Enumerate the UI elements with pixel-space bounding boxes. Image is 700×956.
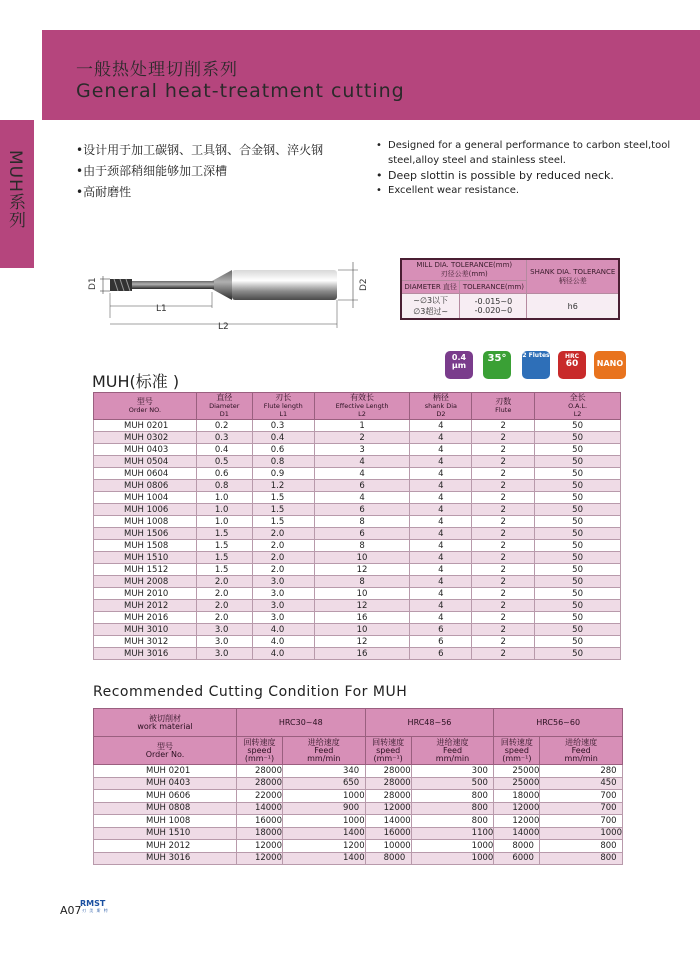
table-cell: 1000	[411, 840, 494, 853]
table-cell: 2.0	[196, 588, 252, 600]
table-cell: 450	[540, 777, 623, 790]
table-cell: 4	[410, 480, 472, 492]
table-cell: 6	[410, 636, 472, 648]
table-cell: 700	[540, 802, 623, 815]
table-cell: 3.0	[196, 624, 252, 636]
table-cell: MUH 1008	[94, 516, 197, 528]
table-cell: 2	[472, 516, 535, 528]
table-row	[94, 504, 621, 516]
table-cell: MUH 0806	[94, 480, 197, 492]
table-row	[94, 636, 621, 648]
table-cell: MUH 1006	[94, 504, 197, 516]
table-cell: 16000	[365, 827, 411, 840]
table-cell: 12	[314, 600, 410, 612]
mill-dia-header: MILL DIA. TOLERANCE(mm) 刃径公差(mm)	[401, 259, 527, 281]
table-cell: 1	[314, 420, 410, 432]
table-cell: 12	[314, 564, 410, 576]
feed-header: 进给速度 Feed mm/min	[411, 737, 494, 765]
table-cell: 2	[472, 540, 535, 552]
table-row	[94, 468, 621, 480]
table-cell: 50	[535, 624, 621, 636]
table-row	[94, 600, 621, 612]
table-cell: 12000	[494, 815, 540, 828]
table-cell: 50	[535, 648, 621, 660]
table-cell: MUH 0808	[94, 802, 237, 815]
table-cell: 3.0	[252, 588, 314, 600]
table-row	[94, 540, 621, 552]
table-row	[94, 765, 623, 778]
table-cell: 12	[314, 636, 410, 648]
table-cell: 50	[535, 516, 621, 528]
table-cell: 3.0	[196, 636, 252, 648]
page-title-cn: 一般热处理切削系列	[76, 60, 238, 80]
group-header: HRC56~60	[494, 709, 623, 737]
edge-radius-icon: 0.4 μm	[445, 351, 473, 379]
speed-header: 回转速度 speed (mm⁻¹)	[494, 737, 540, 765]
shank-shape	[232, 270, 337, 300]
helix-angle-icon: 35°	[483, 351, 511, 379]
table-cell: 10	[314, 624, 410, 636]
table-cell: 1.2	[252, 480, 314, 492]
tolerance-values: -0.015~0 -0.020~0	[460, 294, 527, 320]
table-cell: 16000	[236, 815, 282, 828]
table-cell: MUH 3016	[94, 852, 237, 865]
table-cell: MUH 1512	[94, 564, 197, 576]
table-cell: 4	[410, 552, 472, 564]
table-cell: 22000	[236, 790, 282, 803]
table-cell: MUH 1510	[94, 827, 237, 840]
feed-header: 进给速度 Feed mm/min	[540, 737, 623, 765]
table-cell: MUH 0302	[94, 432, 197, 444]
table-cell: MUH 3016	[94, 648, 197, 660]
table-cell: 4	[410, 516, 472, 528]
table-cell: 800	[411, 815, 494, 828]
table-cell: 2	[314, 432, 410, 444]
table-cell: 4	[410, 540, 472, 552]
table-cell: 50	[535, 552, 621, 564]
table-cell: MUH 3010	[94, 624, 197, 636]
l1-label: L1	[156, 304, 167, 314]
table-cell: 2.0	[252, 564, 314, 576]
table-cell: 50	[535, 540, 621, 552]
table-cell: 50	[535, 528, 621, 540]
table-cell: 50	[535, 420, 621, 432]
table-cell: 2.0	[252, 528, 314, 540]
table-cell: 28000	[365, 777, 411, 790]
table-cell: 3.0	[252, 612, 314, 624]
table-cell: 2	[472, 468, 535, 480]
table-cell: 4	[410, 432, 472, 444]
table-cell: 8	[314, 576, 410, 588]
group-header: HRC30~48	[236, 709, 365, 737]
table-row	[94, 444, 621, 456]
table-cell: 900	[282, 802, 365, 815]
page-title-en: General heat-treatment cutting	[76, 80, 405, 102]
col-flute-length: 刃长 Flute length L1	[252, 393, 314, 420]
table-cell: 8000	[494, 840, 540, 853]
table-cell: 16	[314, 648, 410, 660]
table-cell: 18000	[494, 790, 540, 803]
table-cell: 1.0	[196, 504, 252, 516]
table-cell: 4	[314, 492, 410, 504]
tolerance-header: TOLERANCE(mm)	[460, 281, 527, 294]
table-cell: 1000	[282, 815, 365, 828]
table-cell: MUH 2012	[94, 600, 197, 612]
table-cell: MUH 0604	[94, 468, 197, 480]
table-cell: 50	[535, 492, 621, 504]
speed-header: 回转速度 speed (mm⁻¹)	[236, 737, 282, 765]
table-cell: 2	[472, 564, 535, 576]
table-cell: 25000	[494, 765, 540, 778]
table-cell: 28000	[365, 790, 411, 803]
table-cell: 28000	[236, 765, 282, 778]
table-cell: 6	[314, 528, 410, 540]
brand-logo: RMST	[80, 899, 106, 908]
table-cell: 1000	[540, 827, 623, 840]
table-row	[94, 852, 623, 865]
table-cell: MUH 0403	[94, 444, 197, 456]
col-order-no: 型号 Order NO.	[94, 393, 197, 420]
table-cell: 50	[535, 456, 621, 468]
table-cell: MUH 2010	[94, 588, 197, 600]
table-cell: 50	[535, 612, 621, 624]
table-cell: 4	[314, 468, 410, 480]
table-cell: 1400	[282, 827, 365, 840]
table-cell: 3	[314, 444, 410, 456]
table-cell: 2	[472, 636, 535, 648]
table-cell: 50	[535, 480, 621, 492]
table-row	[94, 456, 621, 468]
table-cell: 6	[314, 504, 410, 516]
table-cell: 50	[535, 468, 621, 480]
table-cell: 4	[410, 504, 472, 516]
flutes-icon: 2 Flutes	[522, 351, 550, 379]
table-cell: 2	[472, 420, 535, 432]
table-cell: 4	[410, 576, 472, 588]
table-cell: 2.0	[196, 576, 252, 588]
table-row	[94, 552, 621, 564]
table-cell: 6	[410, 624, 472, 636]
table-row	[94, 588, 621, 600]
table-cell: 10	[314, 588, 410, 600]
table-cell: 300	[411, 765, 494, 778]
nano-coating-icon: NANO	[594, 351, 626, 379]
table-cell: 0.2	[196, 420, 252, 432]
table-cell: 800	[411, 790, 494, 803]
cutting-table	[93, 708, 623, 865]
table-row	[94, 777, 623, 790]
table-cell: 0.8	[196, 480, 252, 492]
taper-shape	[212, 270, 232, 300]
neck-shape	[130, 281, 214, 289]
spec-section-title: MUH(标准 )	[92, 372, 180, 391]
table-cell: 10	[314, 552, 410, 564]
table-cell: 1000	[411, 852, 494, 865]
shank-header: SHANK DIA. TOLERANCE 柄径公差	[527, 259, 619, 294]
table-cell: 1.5	[196, 564, 252, 576]
table-cell: 2	[472, 504, 535, 516]
table-row	[94, 492, 621, 504]
hrc-icon: HRC 60	[558, 351, 586, 379]
diameter-header: DIAMETER 直径	[401, 281, 460, 294]
end-mill-drawing	[80, 256, 380, 336]
d1-label: D1	[88, 277, 98, 290]
table-cell: 8000	[365, 852, 411, 865]
table-cell: 0.8	[252, 456, 314, 468]
table-cell: 12000	[494, 802, 540, 815]
table-cell: 2.0	[196, 612, 252, 624]
table-cell: 6	[410, 648, 472, 660]
table-row	[94, 815, 623, 828]
table-cell: 4	[410, 420, 472, 432]
model-header: 型号 Order No.	[94, 737, 237, 765]
table-cell: 2.0	[196, 600, 252, 612]
table-cell: 2	[472, 432, 535, 444]
d2-label: D2	[359, 278, 369, 291]
col-oal: 全长 O.A.L. L2	[535, 393, 621, 420]
table-cell: 1.0	[196, 516, 252, 528]
table-row	[94, 564, 621, 576]
table-cell: 14000	[494, 827, 540, 840]
shank-tolerance-value: h6	[527, 294, 619, 320]
col-shank-dia: 柄径 shank Dia D2	[410, 393, 472, 420]
page-number: A07	[60, 904, 82, 917]
table-cell: 2.0	[252, 552, 314, 564]
feature-cn-item: •设计用于加工碳钢、工具钢、合金钢、淬火钢	[76, 143, 324, 157]
col-diameter: 直径 Diameter D1	[196, 393, 252, 420]
table-cell: 4	[314, 456, 410, 468]
table-cell: 1.5	[252, 516, 314, 528]
col-effective-length: 有效长 Effective Length L2	[314, 393, 410, 420]
table-cell: 3.0	[252, 576, 314, 588]
table-cell: 50	[535, 432, 621, 444]
table-cell: 2	[472, 492, 535, 504]
table-cell: 2.0	[252, 540, 314, 552]
table-cell: MUH 3012	[94, 636, 197, 648]
table-row	[94, 840, 623, 853]
table-cell: 14000	[236, 802, 282, 815]
table-cell: 12000	[236, 852, 282, 865]
feature-en-item: • Excellent wear resistance.	[376, 183, 676, 198]
table-cell: 28000	[236, 777, 282, 790]
table-cell: 2	[472, 576, 535, 588]
table-cell: 1.5	[196, 528, 252, 540]
table-cell: 12000	[365, 802, 411, 815]
table-cell: MUH 1008	[94, 815, 237, 828]
table-cell: MUH 0403	[94, 777, 237, 790]
table-cell: 10000	[365, 840, 411, 853]
table-cell: 0.6	[252, 444, 314, 456]
l2-label: L2	[218, 322, 229, 332]
table-cell: 1200	[282, 840, 365, 853]
table-cell: MUH 2008	[94, 576, 197, 588]
table-cell: 2	[472, 600, 535, 612]
table-cell: 4	[410, 492, 472, 504]
table-cell: 340	[282, 765, 365, 778]
feature-list-en	[376, 138, 676, 198]
table-cell: 4	[410, 444, 472, 456]
table-cell: 4.0	[252, 624, 314, 636]
table-cell: 800	[540, 852, 623, 865]
table-cell: 4	[410, 564, 472, 576]
table-cell: 2	[472, 480, 535, 492]
table-cell: 1.5	[252, 504, 314, 516]
group-header: HRC48~56	[365, 709, 494, 737]
table-cell: 1.5	[196, 552, 252, 564]
table-row	[94, 528, 621, 540]
table-row	[94, 612, 621, 624]
table-cell: 4	[410, 456, 472, 468]
table-row	[94, 827, 623, 840]
table-cell: 4	[410, 612, 472, 624]
table-cell: 2	[472, 552, 535, 564]
table-cell: 1100	[411, 827, 494, 840]
table-cell: 700	[540, 790, 623, 803]
table-cell: 50	[535, 504, 621, 516]
feature-cn-item: •由于颈部稍细能够加工深槽	[76, 164, 228, 178]
table-cell: 6	[314, 480, 410, 492]
table-cell: 800	[411, 802, 494, 815]
table-cell: MUH 1508	[94, 540, 197, 552]
table-cell: 4	[410, 588, 472, 600]
table-cell: 0.3	[252, 420, 314, 432]
table-cell: 50	[535, 636, 621, 648]
feed-header: 进给速度 Feed mm/min	[282, 737, 365, 765]
table-cell: MUH 1506	[94, 528, 197, 540]
table-cell: MUH 0201	[94, 765, 237, 778]
table-cell: 50	[535, 600, 621, 612]
spec-table	[93, 392, 621, 660]
table-row	[94, 480, 621, 492]
table-cell: 0.4	[252, 432, 314, 444]
table-cell: 50	[535, 444, 621, 456]
table-cell: 3.0	[196, 648, 252, 660]
table-row	[94, 432, 621, 444]
table-cell: 16	[314, 612, 410, 624]
brand-subtitle: 刃 美 斯 特	[82, 908, 109, 913]
table-cell: 2	[472, 624, 535, 636]
table-cell: 50	[535, 576, 621, 588]
table-cell: 18000	[236, 827, 282, 840]
table-cell: 1.0	[196, 492, 252, 504]
work-material-header: 被切削材 work material	[94, 709, 237, 737]
table-cell: 6000	[494, 852, 540, 865]
table-cell: MUH 1004	[94, 492, 197, 504]
table-cell: 2	[472, 588, 535, 600]
table-row	[94, 576, 621, 588]
table-cell: 4	[410, 600, 472, 612]
table-cell: 2	[472, 456, 535, 468]
table-cell: 650	[282, 777, 365, 790]
table-cell: 2	[472, 612, 535, 624]
table-cell: 12000	[236, 840, 282, 853]
table-cell: 2	[472, 528, 535, 540]
table-cell: 50	[535, 564, 621, 576]
table-row	[94, 624, 621, 636]
feature-en-item: • Deep slottin is possible by reduced neck.	[376, 168, 676, 183]
table-cell: 0.4	[196, 444, 252, 456]
table-cell: MUH 0606	[94, 790, 237, 803]
table-cell: 700	[540, 815, 623, 828]
cutting-section-title: Recommended Cutting Condition For MUH	[93, 684, 408, 700]
diameter-ranges: ~∅3以下 ∅3超过~	[401, 294, 460, 320]
table-cell: 1.5	[252, 492, 314, 504]
table-cell: 28000	[365, 765, 411, 778]
table-cell: 1.5	[196, 540, 252, 552]
table-cell: 2	[472, 648, 535, 660]
side-tab-label: MUH系列	[5, 150, 25, 229]
tolerance-table	[400, 258, 620, 320]
table-cell: MUH 0201	[94, 420, 197, 432]
table-cell: MUH 0504	[94, 456, 197, 468]
table-row	[94, 802, 623, 815]
table-cell: MUH 2012	[94, 840, 237, 853]
table-cell: 4	[410, 468, 472, 480]
table-cell: 14000	[365, 815, 411, 828]
table-cell: 4.0	[252, 636, 314, 648]
table-row	[94, 420, 621, 432]
table-cell: 280	[540, 765, 623, 778]
table-row	[94, 648, 621, 660]
table-cell: 50	[535, 588, 621, 600]
table-cell: 2	[472, 444, 535, 456]
table-cell: 3.0	[252, 600, 314, 612]
feature-en-item: • Designed for a general performance to carbon steel,tool steel,alloy steel and stainless steel.	[376, 138, 676, 168]
feature-cn-item: •高耐磨性	[76, 185, 132, 199]
table-cell: MUH 1510	[94, 552, 197, 564]
table-cell: 500	[411, 777, 494, 790]
table-cell: 4.0	[252, 648, 314, 660]
table-cell: MUH 2016	[94, 612, 197, 624]
table-cell: 800	[540, 840, 623, 853]
table-row	[94, 516, 621, 528]
table-cell: 1400	[282, 852, 365, 865]
table-cell: 0.3	[196, 432, 252, 444]
table-cell: 4	[410, 528, 472, 540]
table-cell: 8	[314, 540, 410, 552]
feature-list-cn	[76, 140, 366, 203]
speed-header: 回转速度 speed (mm⁻¹)	[365, 737, 411, 765]
table-cell: 0.6	[196, 468, 252, 480]
table-cell: 1000	[282, 790, 365, 803]
col-flute: 刃数 Flute	[472, 393, 535, 420]
table-row	[94, 790, 623, 803]
table-cell: 0.5	[196, 456, 252, 468]
table-cell: 0.9	[252, 468, 314, 480]
table-cell: 25000	[494, 777, 540, 790]
table-cell: 8	[314, 516, 410, 528]
